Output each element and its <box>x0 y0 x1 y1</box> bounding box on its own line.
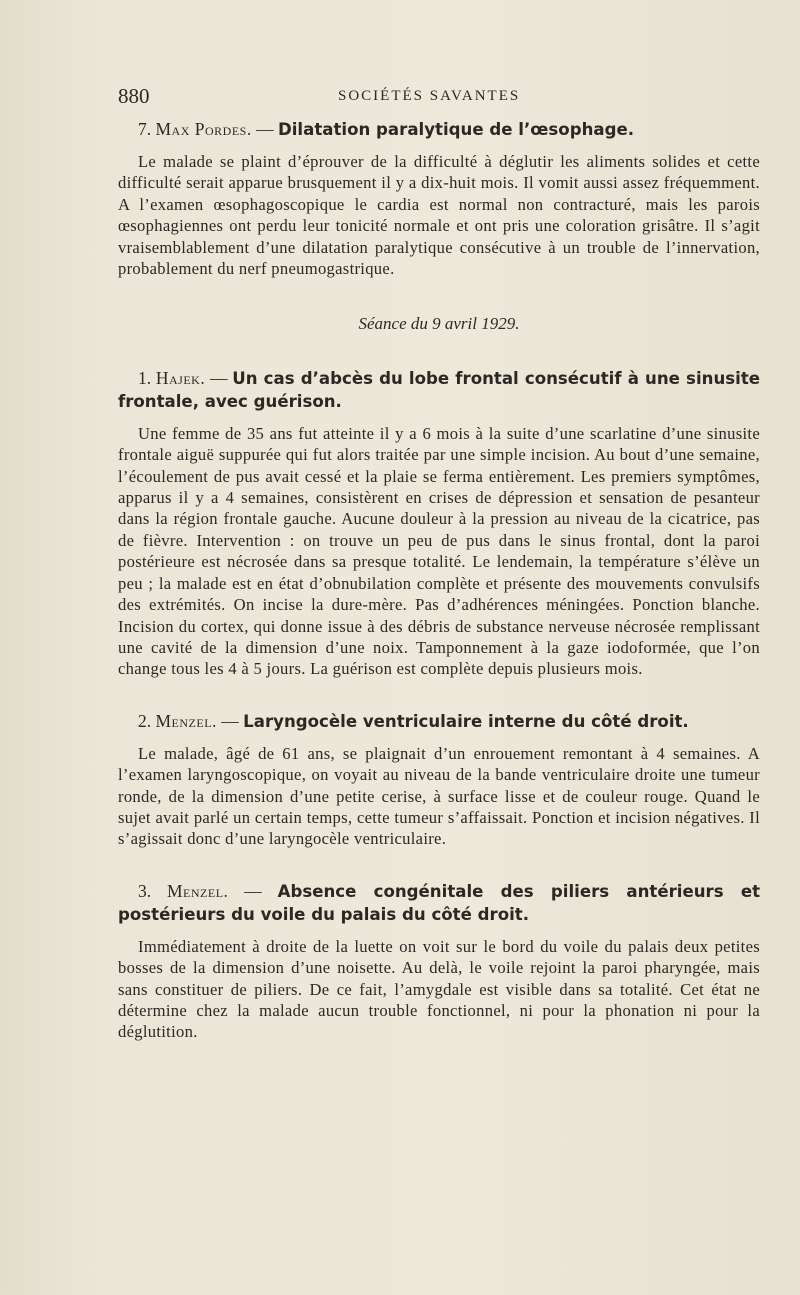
section-title <box>118 880 760 926</box>
section-separator: — <box>244 880 262 901</box>
section-body: Le malade, âgé de 61 ans, se plaignait d’un enrouement remontant à 4 semaines. A l’examen laryngoscopique, on voyait au niveau de la bande ventriculaire droite une tumeur ronde, de la dimension d’une petite cerise, à surface lisse et de couleur rouge. Quand le sujet avait parlé un certain temps, cette tumeur s’affaissait. Ponction et incision négatives. Il s’agissait donc d’une laryngocèle ventriculaire. <box>118 743 760 849</box>
page-header <box>118 84 758 110</box>
section-menzel-laryngocele <box>118 710 760 850</box>
section-title <box>118 710 760 733</box>
section-author: Max Pordes. <box>155 119 252 139</box>
section-author: Hajek. <box>155 367 206 388</box>
section-author: Menzel. <box>155 710 217 731</box>
session-date: Séance du 9 avril 1929. <box>358 314 520 334</box>
section-number: 7. <box>138 119 152 139</box>
section-body: Immédiatement à droite de la luette on voit sur le bord du voile du palais deux petites bosses de la dimension d’une noisette. Au delà, le voile rejoint la paroi pharyngée, mais sans constituer de piliers. De ce fait, l’amygdale est visible dans sa totalité. Cet état ne détermine chez la malade aucun trouble fonctionnel, ni pour la phonation ni pour la déglutition. <box>118 936 760 1042</box>
running-title: SOCIÉTÉS SAVANTES <box>338 88 521 104</box>
section-body: Le malade se plaint d’éprouver de la difficulté à déglutir les aliments solides et cette difficulté serait apparue brusquement il y a dix-huit mois. Il vomit aussi assez fréquemment. A l’examen œsophagoscopique le cardia est normal non contracturé, mais les parois œsophagiennes ont perdu leur tonicité normale et ont pris une coloration grisâtre. Il s’agit vraisemblablement d’une dilatation paralytique consécutive à un trouble de l’innervation, probablement du nerf pneumogastrique. <box>118 152 760 279</box>
section-body: Une femme de 35 ans fut atteinte il y a 6 mois à la suite d’une scarlatine d’une sinusite frontale aiguë suppurée qui fut alors traitée par une simple incision. Au bout d’une semaine, l’écoulement de pus avait cessé et la plaie se ferma entièrement. Les premiers symptômes, apparus il y a 4 semaines, consistèrent en crises de dépression et sensation de pesanteur dans la région frontale gauche. Aucune douleur à la pression au niveau de la cicatrice, pas de fièvre. Intervention : on trouve un peu de pus dans le sinus frontal, dont la paroi postérieure est nécrosée dans sa presque totalité. Le lendemain, la température s’élève un peu ; la malade est en état d’obnubilation complète et présente des mouvements convulsifs des extrémités. On incise la dure-mère. Pas d’adhérences méningées. Ponction blanche. Incision du cortex, qui donne issue à des débris de substance nerveuse nécrosée remplissant une cavité de la dimension d’une noix. Tamponnement à la gaze iodoformée, que l’on change tous les 4 à 5 jours. La guérison est complète depuis plusieurs mois. <box>118 423 760 679</box>
section-separator: — <box>209 367 228 388</box>
section-heading: Un cas d’abcès du lobe frontal consécutif à une sinusite frontale, avec guérison. <box>118 368 761 411</box>
section-separator: — <box>221 710 239 731</box>
section-menzel-palate <box>118 880 760 1043</box>
section-title <box>118 118 760 141</box>
section-number: 3. <box>138 880 152 901</box>
section-hajek <box>118 367 760 680</box>
section-title <box>118 367 760 413</box>
section-number: 1. <box>138 367 152 388</box>
page-content <box>118 118 760 1043</box>
section-heading: Absence congénitale des piliers antérieurs et postérieurs du voile du palais du côté droit. <box>118 881 761 924</box>
section-pordes <box>118 118 760 279</box>
page-number: 880 <box>118 84 150 108</box>
section-author: Menzel. <box>166 880 229 901</box>
section-heading: Dilatation paralytique de l’œsophage. <box>277 120 635 139</box>
section-separator: — <box>256 119 274 139</box>
section-number: 2. <box>138 710 152 731</box>
section-heading: Laryngocèle ventriculaire interne du côté droit. <box>243 711 689 731</box>
